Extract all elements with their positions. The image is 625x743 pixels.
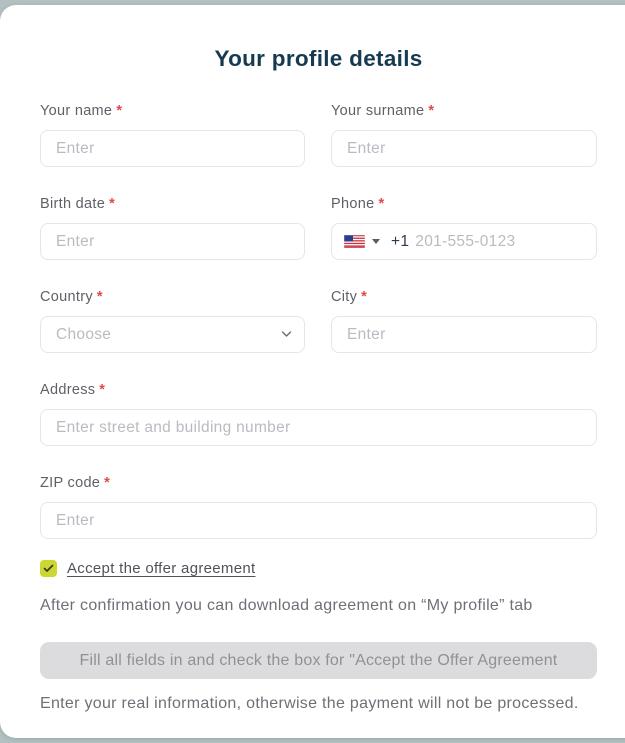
country-select[interactable]: [40, 316, 305, 353]
phone-input-group: [331, 223, 597, 260]
address-input[interactable]: [40, 409, 597, 446]
agreement-row: [40, 560, 597, 577]
required-asterisk: *: [96, 289, 103, 305]
required-asterisk: *: [109, 196, 116, 212]
us-flag-icon[interactable]: [344, 235, 365, 248]
form-row-zip: [40, 475, 597, 539]
form-row-2: [40, 196, 597, 260]
birth-date-label: Birth date *: [40, 196, 116, 212]
field-birth-date: [40, 196, 305, 260]
form-row-address: [40, 382, 597, 446]
country-select-wrap: [40, 316, 305, 353]
required-asterisk: *: [361, 289, 368, 305]
checkmark-icon: [43, 564, 54, 573]
required-asterisk: *: [116, 103, 123, 119]
city-label: City *: [331, 289, 368, 305]
footer-note: Enter your real information, otherwise the payment will not be processed.: [40, 695, 579, 712]
phone-dial-code: +1: [391, 232, 410, 250]
your-name-input[interactable]: [40, 130, 305, 167]
your-surname-label: Your surname *: [331, 103, 435, 119]
field-your-surname: [331, 103, 597, 167]
city-input[interactable]: [331, 316, 597, 353]
submit-button[interactable]: Fill all fields in and check the box for "Accept the Offer Agreement: [40, 642, 597, 679]
phone-number-input[interactable]: [415, 225, 584, 258]
phone-label: Phone *: [331, 196, 385, 212]
form-row-3: [40, 289, 597, 353]
birth-date-input[interactable]: [40, 223, 305, 260]
zip-code-input[interactable]: [40, 502, 597, 539]
form-row-1: [40, 103, 597, 167]
page-title: Your profile details: [214, 46, 423, 71]
field-your-name: [40, 103, 305, 167]
address-label: Address *: [40, 382, 106, 398]
caret-down-icon[interactable]: [372, 239, 380, 244]
confirmation-note: After confirmation you can download agreement on “My profile” tab: [40, 597, 533, 614]
field-country: [40, 289, 305, 353]
field-phone: [331, 196, 597, 260]
field-city: [331, 289, 597, 353]
required-asterisk: *: [428, 103, 435, 119]
field-zip-code: [40, 475, 597, 539]
country-label: Country *: [40, 289, 103, 305]
your-name-label: Your name *: [40, 103, 123, 119]
required-asterisk: *: [378, 196, 385, 212]
zip-code-label: ZIP code *: [40, 475, 111, 491]
required-asterisk: *: [99, 382, 106, 398]
offer-agreement-checkbox[interactable]: [40, 560, 57, 577]
your-surname-input[interactable]: [331, 130, 597, 167]
field-address: [40, 382, 597, 446]
required-asterisk: *: [104, 475, 111, 491]
offer-agreement-link[interactable]: Accept the offer agreement: [67, 560, 256, 577]
profile-details-card: [0, 5, 625, 738]
